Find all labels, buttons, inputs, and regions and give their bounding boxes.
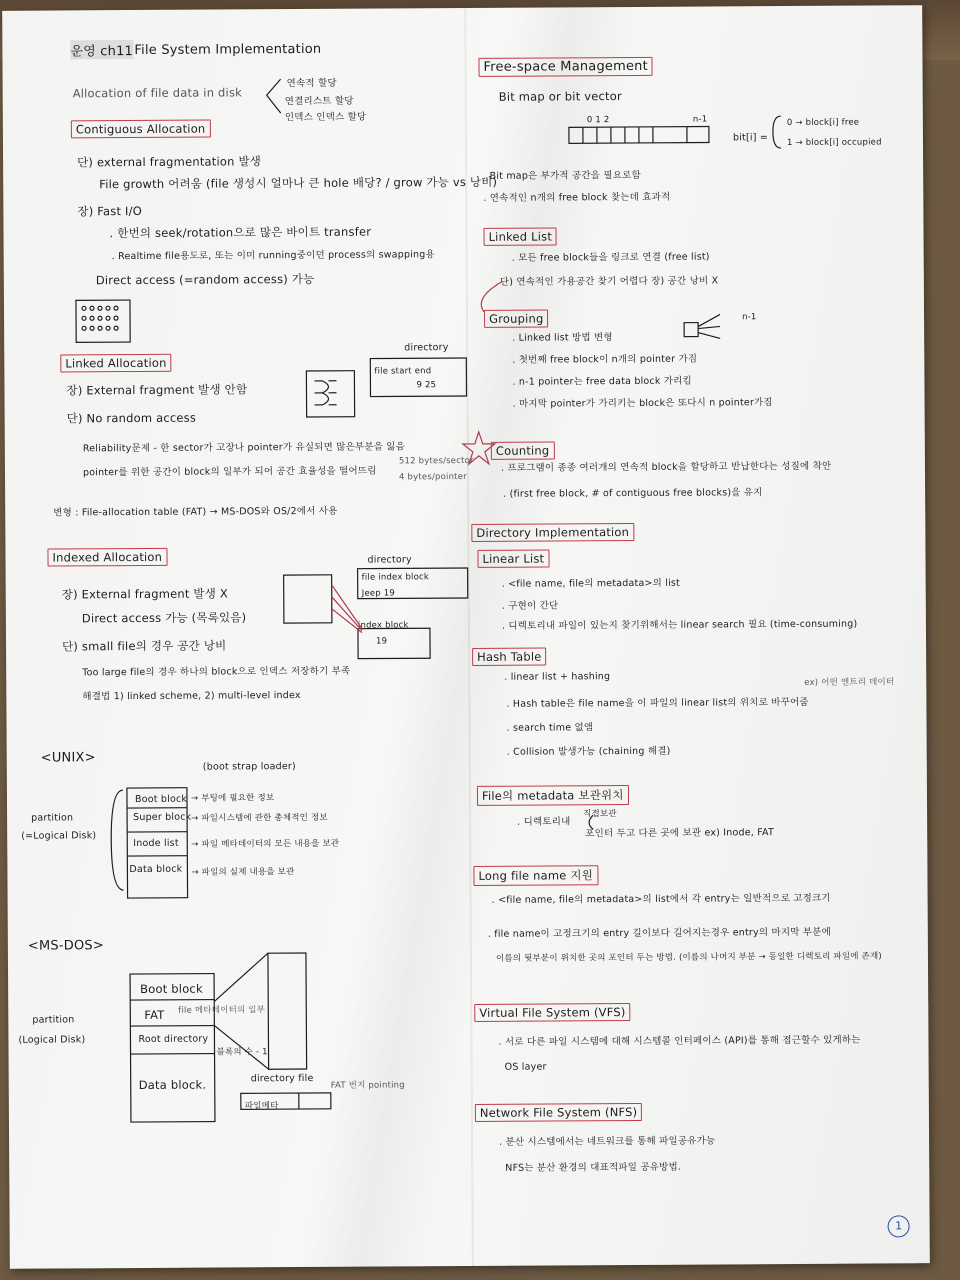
contiguous-line-2: File growth 어려움 (file 생성시 얼마나 큰 hole 배당? / grow 가능 vs 낭비) (99, 174, 498, 192)
linked-line-5: 변형 : File-allocation table (FAT) → MS-DOS와 OS/2에서 사용 (53, 505, 338, 519)
vfs-line-2: OS layer (504, 1061, 547, 1073)
grouping-line-4: . 마지막 pointer가 가리키는 block은 또다시 n pointer가짐 (512, 397, 773, 410)
grouping-block (684, 323, 698, 337)
grouping-line-1: . Linked list 방법 변형 (512, 332, 613, 344)
long-name-heading: Long file name 지원 (473, 865, 598, 886)
vfs-heading: Virtual File System (VFS) (474, 1003, 630, 1022)
indexed-line-2: Direct access 가능 (목록있음) (81, 610, 247, 626)
indexed-line-4: Too large file의 경우 하나의 block으로 인덱스 저장하기 부족 (82, 665, 351, 679)
indexed-line-3: 단) small file의 경우 공간 낭비 (62, 638, 227, 654)
linked-heading: Linked Allocation (60, 354, 171, 373)
linked-line-2: 단) No random access (66, 410, 197, 426)
indexed-dir-cols: file index block (361, 572, 430, 583)
counting-line-2: . (first free block, # of contiguous free blocks)을 유지 (503, 487, 763, 500)
linked-to-grouping-arrow (481, 282, 502, 312)
msdos-dir-file: directory file (250, 1072, 314, 1085)
contiguous-line-6: Direct access (=random access) 가능 (95, 271, 315, 288)
metadata-line-1: . 디렉토리내 (517, 816, 571, 828)
linked-note-2: 4 bytes/pointer (398, 471, 467, 483)
alloc-type-1: 연속적 할당 (286, 77, 337, 90)
linked-dir-label: directory (404, 342, 449, 354)
indexed-disk-sketch (284, 575, 332, 623)
hash-line-1: . linear list + hashing (504, 671, 611, 683)
linked-dir-cols: file start end (374, 366, 432, 377)
contiguous-line-1: 단) external fragmentation 발생 (77, 154, 262, 170)
unix-note-inode: → 파일 메타데이터의 모든 내용을 보관 (191, 838, 340, 850)
nfs-line-2: NFS는 분산 환경의 대표적파일 공유방법. (505, 1161, 682, 1174)
unix-row-inode: Inode list (133, 837, 179, 850)
metadata-note: 직접보관 (583, 809, 617, 820)
hash-line-3: . search time 없앰 (506, 722, 594, 734)
title-prefix: 운영 ch11 (70, 40, 133, 59)
indexed-dir-vals: Jeep 19 (361, 588, 396, 599)
page-title: File System Implementation (134, 41, 322, 59)
grouping-n-minus-1: n-1 (742, 312, 757, 323)
unix-partition-box (127, 788, 188, 898)
unix-note-boot: → 부팅에 필요한 정보 (190, 793, 275, 804)
linked-list-heading: Linked List (484, 227, 558, 245)
bit-1-meaning: 1 → block[i] occupied (786, 137, 882, 149)
grouping-line-2: . 첫번째 free block이 n개의 pointer 가짐 (512, 353, 698, 366)
diagram-sketches (2, 5, 930, 1269)
linked-dir-vals: 9 25 (416, 380, 437, 391)
free-line-2: . Bit map은 부가적 공간을 필요로함 (483, 169, 641, 182)
dir-impl-heading: Directory Implementation (471, 523, 634, 542)
vfs-line-1: . 서로 다른 파일 시스템에 대해 시스템콜 인터페이스 (API)를 통해 접근할수 있게하는 (498, 1034, 861, 1048)
unix-note-data: → 파일의 실제 내용을 보관 (191, 867, 295, 878)
linked-list-line-2: 단) 연속적인 가용공간 찾기 어렵다 장) 공간 낭비 X (499, 275, 719, 288)
unix-brace (111, 790, 124, 890)
msdos-fat-note: file 메타데이터의 일부 (178, 1005, 266, 1016)
unix-logical: (=Logical Disk) (21, 830, 97, 842)
bit-index-end: n-1 (692, 114, 708, 125)
linked-line-4: pointer를 위한 공간이 block의 일부가 되어 공간 효율성을 떨어뜨림 (82, 465, 377, 479)
unix-boot-note: (boot strap loader) (202, 761, 296, 773)
counting-heading: Counting (491, 441, 555, 459)
msdos-partition: partition (32, 1014, 75, 1026)
msdos-row-data: Data block. (138, 1077, 207, 1093)
bit-brace (773, 116, 781, 148)
unix-heading: <UNIX> (40, 750, 96, 766)
linear-list-line-1: . <file name, file의 metadata>의 list (501, 577, 681, 590)
hash-note: ex) 어떤 엔트리 데이터 (804, 677, 895, 688)
page-number: 1 (888, 1215, 910, 1237)
alloc-type-2: 연결리스트 할당 (284, 95, 354, 108)
unix-row-super: Super block (133, 811, 192, 824)
linear-list-line-2: . 구현이 간단 (501, 600, 559, 612)
contiguous-line-4: . 한번의 seek/rotation으로 많은 바이트 transfer (109, 224, 372, 241)
msdos-dir-cell: 파일메타 (244, 1101, 279, 1112)
contiguous-line-5: . Realtime file용도로, 또는 이미 running중이던 process의 swapping용 (111, 249, 435, 263)
index-block-box (358, 628, 430, 658)
nfs-line-1: . 분산 시스템에서는 네트워크를 통해 파일공유가능 (499, 1135, 716, 1148)
contiguous-disk-cells (82, 306, 118, 330)
hash-line-2: . Hash table은 file name을 이 파일의 linear list의 위치로 바꾸어줌 (506, 696, 809, 710)
free-space-heading: Free-space Management (478, 57, 653, 77)
hash-line-4: . Collision 발생가능 (chaining 해결) (506, 745, 671, 758)
indexed-line-5: 해결법 1) linked scheme, 2) multi-level index (82, 690, 301, 703)
index-block-value: 19 (375, 636, 388, 647)
linked-note-1: 512 bytes/sector (398, 455, 474, 467)
fat-table-box (268, 953, 307, 1069)
indexed-directory-box (358, 568, 468, 599)
bit-index: 0 1 2 (586, 115, 610, 126)
notebook-page (2, 5, 930, 1269)
msdos-logical: (Logical Disk) (18, 1034, 86, 1046)
unix-row-data: Data block (129, 863, 183, 876)
linked-line-1: 장) External fragment 발생 안함 (66, 382, 248, 398)
msdos-row-boot: Boot block (140, 981, 203, 996)
msdos-partition-box (130, 974, 215, 1123)
linked-disk-sketch (306, 371, 354, 417)
indexed-dir-label: directory (367, 554, 412, 566)
long-name-line-1: . <file name, file의 metadata>의 list에서 각 entry는 일반적으로 고정크기 (491, 892, 831, 906)
bit-label: bit[i] = (732, 132, 769, 144)
bit-0-meaning: 0 → block[i] free (786, 117, 860, 129)
contiguous-heading: Contiguous Allocation (71, 120, 211, 139)
grouping-heading: Grouping (484, 309, 549, 327)
directory-file-row (241, 1093, 331, 1110)
metadata-line-2: 포인터 두고 다른 곳에 보관 ex) Inode, FAT (585, 827, 775, 840)
long-name-line-3: 이름의 뒷부분이 위치한 곳의 포인터 두는 방법. (이름의 나머지 부분 → 동일한 디렉토리 파일에 존재) (495, 951, 882, 964)
msdos-count-note: 블록의 수 - 1 (216, 1047, 268, 1058)
linked-line-3: Reliability문제 - 한 sector가 고장나 pointer가 유실되면 많은부분을 잃음 (82, 441, 406, 455)
counting-line-1: . 프로그램이 종종 여러개의 연속적 block을 할당하고 반납한다는 성질에 착안 (500, 460, 832, 474)
contiguous-line-3: 장) Fast I/O (77, 203, 142, 219)
long-name-line-2: . file name이 고정크기의 entry 길이보다 길어지는경우 entry의 마지막 부분에 (487, 926, 831, 940)
grouping-line-3: . n-1 pointer는 free data block 가리킴 (512, 375, 692, 388)
unix-note-super: → 파일시스템에 관한 총체적인 정보 (191, 812, 328, 824)
msdos-row-fat: FAT (144, 1007, 165, 1022)
metadata-heading: File의 metadata 보관위치 (477, 785, 629, 806)
unix-row-boot: Boot block (134, 793, 188, 806)
alloc-heading: Allocation of file data in disk (72, 85, 243, 101)
linear-list-line-3: . 디렉토리내 파일이 있는지 찾기위해서는 linear search 필요 (time-consuming) (501, 618, 858, 632)
linked-list-line-1: . 모든 free block들을 링크로 연결 (free list) (511, 251, 710, 264)
msdos-row-root: Root directory (138, 1033, 209, 1046)
msdos-heading: <MS-DOS> (27, 938, 104, 954)
msdos-fat-pointer: FAT 번지 pointing (330, 1080, 405, 1091)
alloc-type-3: 인덱스 인덱스 할당 (284, 111, 367, 124)
indexed-heading: Indexed Allocation (47, 548, 167, 567)
indexed-line-1: 장) External fragment 발생 X (61, 586, 229, 602)
nfs-heading: Network File System (NFS) (475, 1103, 643, 1122)
free-line-3: . 연속적인 n개의 free block 찾는데 효과적 (483, 191, 671, 204)
alloc-bracket (267, 79, 281, 113)
unix-partition: partition (31, 812, 74, 824)
hash-table-heading: Hash Table (472, 648, 546, 666)
linked-directory-box (370, 358, 466, 397)
linear-list-heading: Linear List (477, 549, 549, 567)
index-block-label: index block (357, 620, 409, 631)
free-line-1: Bit map or bit vector (498, 89, 622, 104)
counting-star-icon (463, 432, 495, 464)
